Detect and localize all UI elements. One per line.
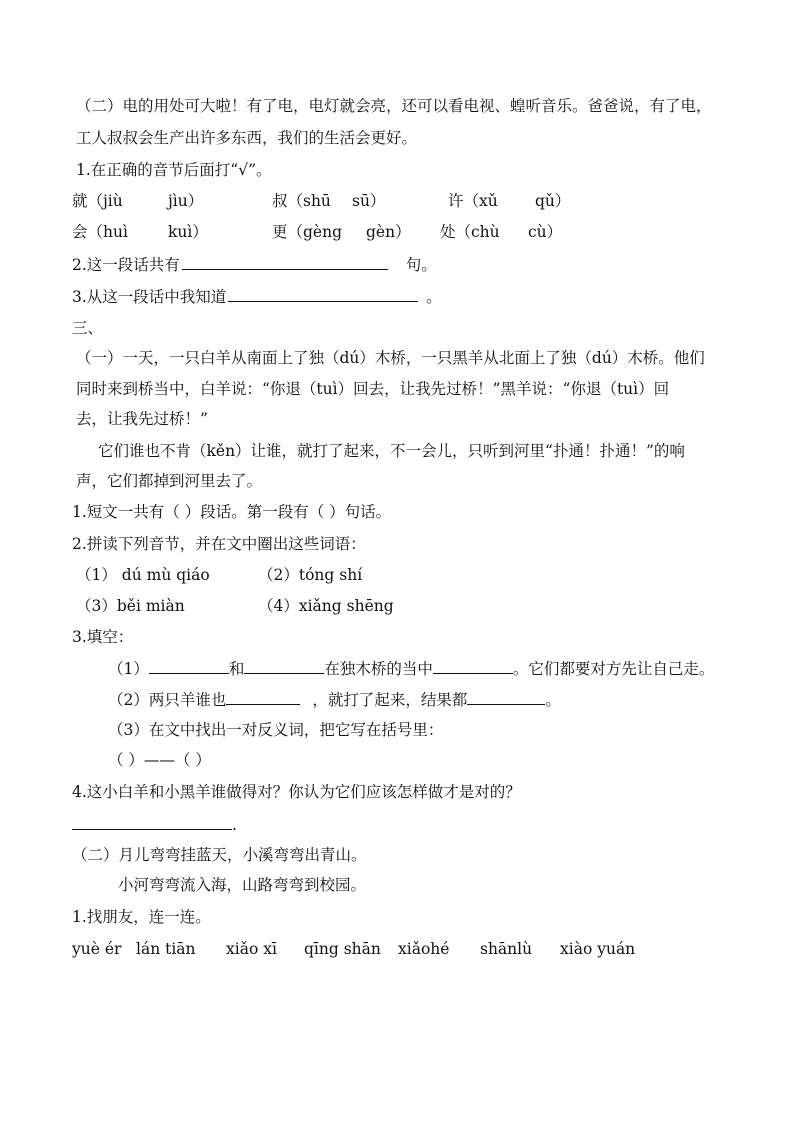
paragraph-line: 声，它们都掉到河里去了。 [76,472,263,490]
fill-text: 在独木桥的当中 [324,660,433,678]
answer-blank[interactable] [228,285,418,302]
fill-text: 和 [228,660,245,678]
answer-blank[interactable] [244,657,324,674]
pinyin-option: 许（xǔ [448,192,498,210]
pinyin-option: gèn） [366,223,411,241]
pinyin-item: （3）běi miàn [76,597,185,615]
question-3 [72,285,442,308]
pinyin-item: （4）xiǎng shēng [258,597,394,615]
paragraph-line: 它们谁也不肯（kěn）让谁，就打了起来，不一会儿，只听到河里“扑通！扑通！”的响 [98,442,685,460]
question-3-3: （3）在文中找出一对反义词，把它写在括号里： [108,721,444,739]
fill-text: 。它们都要对方先让自己走。 [512,660,715,678]
question-1: 1.短文一共有（ ）段话。第一段有（ ）句话。 [72,503,392,521]
pinyin-item: （1） dú mù qiáo [76,566,210,584]
answer-end: . [232,816,237,834]
fill-label: （2）两只羊谁也 [108,691,227,709]
question-4-answer [72,813,237,836]
answer-blank[interactable] [467,688,545,705]
pinyin-option: 叔（shū [272,192,331,210]
question-4: 4.这小白羊和小黑羊谁做得对？你认为它们应该怎样做才是对的？ [72,783,521,801]
fill-blank-2 [108,688,561,711]
pinyin-option: cù） [528,223,563,241]
question-3: 3.填空： [72,628,134,646]
pinyin-option: 处（chù [440,223,500,241]
question-2-prefix: 2.这一段话共有 [72,256,180,274]
answer-blank[interactable] [149,657,229,674]
pinyin-word[interactable]: yuè ér [72,940,122,958]
pinyin-option: kuì） [168,223,208,241]
pinyin-word[interactable]: xiào yuán [560,940,636,958]
pinyin-option: 更（gèng [272,223,342,241]
question-2 [72,253,437,276]
paragraph-line: （二）电的用处可大啦！有了电，电灯就会亮，还可以看电视、蝗听音乐。爸爸说，有了电， [76,97,712,115]
pinyin-option: sū） [352,192,386,210]
question-1: 1.在正确的音节后面打“√”。 [76,161,272,179]
paragraph-line: 去，让我先过桥！” [76,410,208,428]
question-3-suffix: 。 [426,288,442,306]
pinyin-option: 就（jiù [72,192,123,210]
pinyin-word[interactable]: xiǎo xī [226,940,277,958]
pinyin-word[interactable]: shānlù [480,940,533,958]
antonym-blank[interactable]: （ ）——（ ） [108,751,211,769]
answer-blank[interactable] [226,688,300,705]
pinyin-word[interactable]: lán tiān [136,940,196,958]
paragraph-line: （一）一天，一只白羊从南面上了独（dú）木桥，一只黑羊从北面上了独（dú）木桥。他们 [76,349,705,367]
fill-text: 。 [545,691,561,709]
question-2-suffix: 句。 [405,256,437,274]
fill-text: ，就打了起来，结果都 [312,691,468,709]
paragraph-line: 工人叔叔会生产出许多东西，我们的生活会更好。 [76,129,418,147]
pinyin-option: 会（huì [72,223,128,241]
fill-label: （1） [108,660,149,678]
pinyin-word[interactable]: qīng shān [304,940,381,958]
paragraph-line: 同时来到桥当中，白羊说：“你退（tuì）回去，让我先过桥！”黑羊说：“你退（tuì）回 [76,380,670,398]
pinyin-item: （2）tóng shí [258,566,363,584]
pinyin-word[interactable]: xiǎohé [398,940,450,958]
answer-blank[interactable] [72,813,232,830]
pinyin-option: jìu） [168,192,204,210]
section-heading: 三、 [72,319,104,337]
question-1: 1.找朋友，连一连。 [72,908,211,926]
answer-blank[interactable] [433,657,513,674]
poem-line: （二）月儿弯弯挂蓝天，小溪弯弯出青山。 [72,846,367,864]
pinyin-option: qǔ） [535,192,571,210]
poem-line: 小河弯弯流入海，山路弯弯到校园。 [118,876,367,894]
answer-blank[interactable] [182,253,388,270]
question-3-prefix: 3.从这一段话中我知道 [72,288,227,306]
fill-blank-1 [108,657,714,680]
question-2: 2.拼读下列音节，并在文中圈出这些词语： [72,535,366,553]
